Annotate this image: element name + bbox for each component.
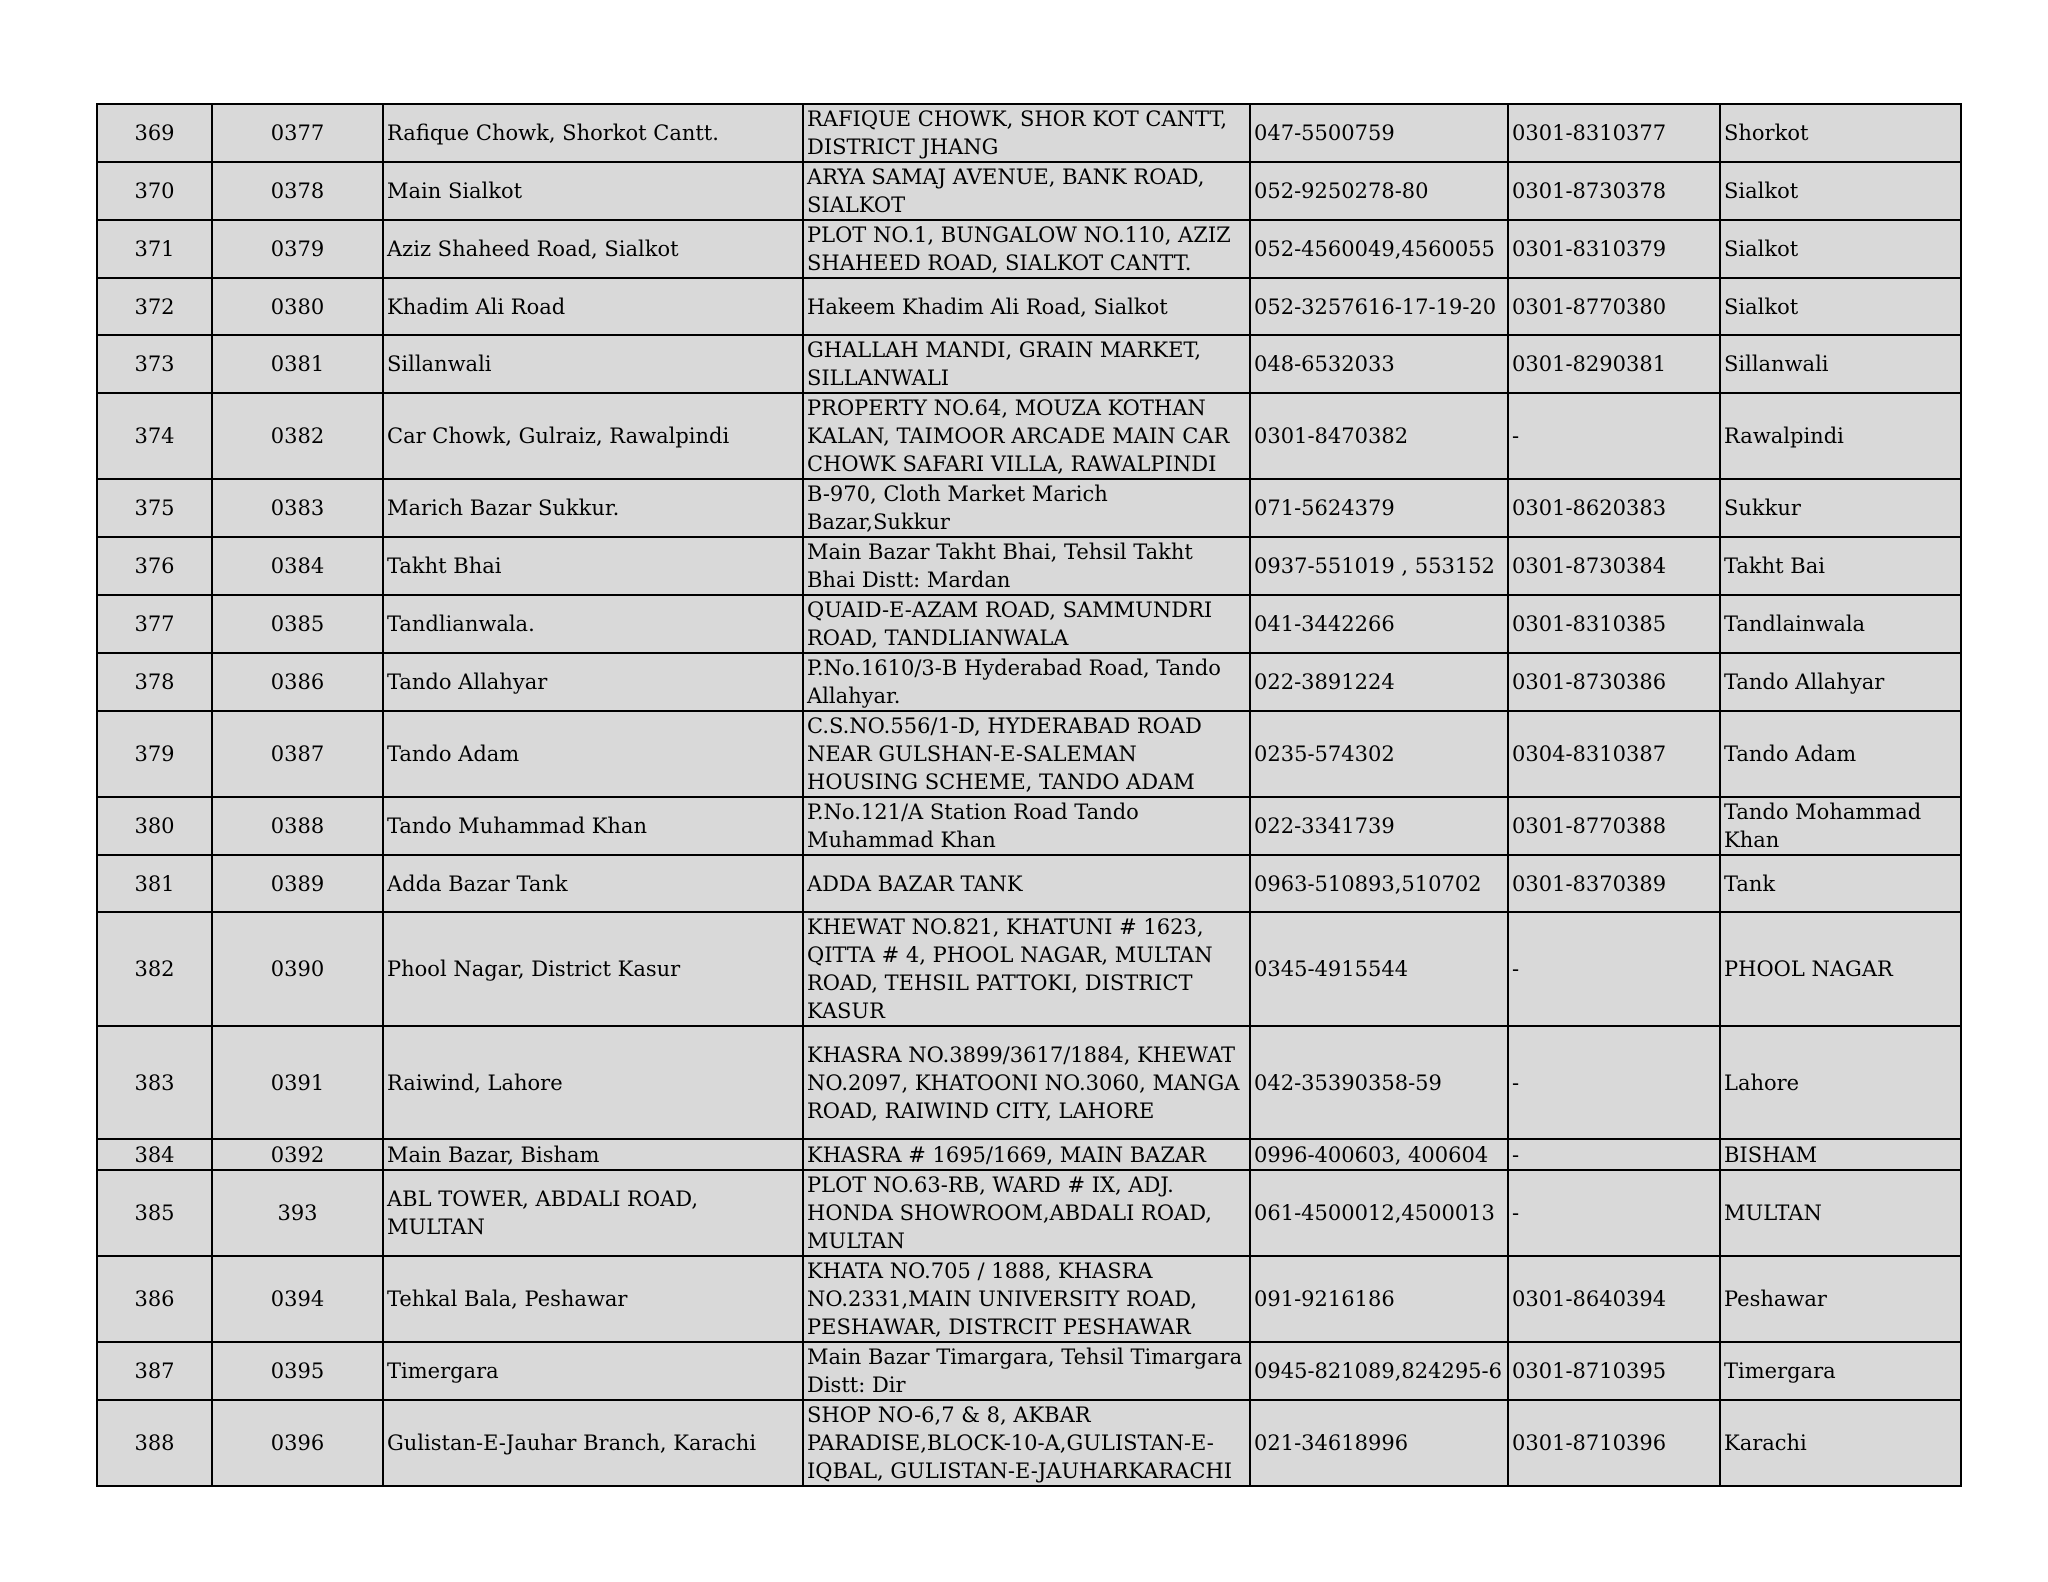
branch-name-cell: Khadim Ali Road (383, 278, 803, 335)
address-cell: RAFIQUE CHOWK, SHOR KOT CANTT, DISTRICT JHANG (803, 104, 1250, 162)
mobile-cell: 0301-8310385 (1508, 595, 1720, 653)
mobile-cell: - (1508, 1170, 1720, 1256)
serial-number-cell: 375 (97, 479, 212, 537)
serial-number-cell: 385 (97, 1170, 212, 1256)
address-cell: PLOT NO.1, BUNGALOW NO.110, AZIZ SHAHEED ROAD, SIALKOT CANTT. (803, 220, 1250, 278)
phone-cell: 041-3442266 (1250, 595, 1508, 653)
branch-code-cell: 0386 (212, 653, 383, 711)
phone-cell: 052-9250278-80 (1250, 162, 1508, 220)
phone-cell: 047-5500759 (1250, 104, 1508, 162)
branch-name-cell: Main Sialkot (383, 162, 803, 220)
mobile-cell: 0301-8640394 (1508, 1256, 1720, 1342)
mobile-cell: - (1508, 912, 1720, 1026)
branch-name-cell: Raiwind, Lahore (383, 1026, 803, 1139)
branch-code-cell: 0395 (212, 1342, 383, 1400)
branch-code-cell: 0380 (212, 278, 383, 335)
branch-name-cell: Main Bazar, Bisham (383, 1139, 803, 1170)
city-cell: Shorkot (1720, 104, 1961, 162)
table-row (97, 595, 1961, 653)
mobile-cell: 0301-8770380 (1508, 278, 1720, 335)
branch-table-body (97, 104, 1961, 1486)
branch-code-cell: 0391 (212, 1026, 383, 1139)
branch-code-cell: 0396 (212, 1400, 383, 1486)
branch-code-cell: 0392 (212, 1139, 383, 1170)
branch-code-cell: 0382 (212, 393, 383, 479)
serial-number-cell: 370 (97, 162, 212, 220)
city-cell: MULTAN (1720, 1170, 1961, 1256)
serial-number-cell: 388 (97, 1400, 212, 1486)
address-cell: P.No.1610/3-B Hyderabad Road, Tando Allahyar. (803, 653, 1250, 711)
phone-cell: 0996-400603, 400604 (1250, 1139, 1508, 1170)
city-cell: Karachi (1720, 1400, 1961, 1486)
table-row (97, 220, 1961, 278)
branch-code-cell: 0388 (212, 797, 383, 855)
table-row (97, 1026, 1961, 1139)
table-row (97, 1400, 1961, 1486)
city-cell: Tando Allahyar (1720, 653, 1961, 711)
mobile-cell: 0301-8310377 (1508, 104, 1720, 162)
city-cell: Takht Bai (1720, 537, 1961, 595)
serial-number-cell: 387 (97, 1342, 212, 1400)
serial-number-cell: 386 (97, 1256, 212, 1342)
city-cell: BISHAM (1720, 1139, 1961, 1170)
serial-number-cell: 380 (97, 797, 212, 855)
table-row (97, 797, 1961, 855)
serial-number-cell: 372 (97, 278, 212, 335)
branch-name-cell: Tando Muhammad Khan (383, 797, 803, 855)
mobile-cell: - (1508, 1139, 1720, 1170)
branch-code-cell: 0385 (212, 595, 383, 653)
serial-number-cell: 384 (97, 1139, 212, 1170)
branch-name-cell: Marich Bazar Sukkur. (383, 479, 803, 537)
table-row (97, 162, 1961, 220)
branch-name-cell: Aziz Shaheed Road, Sialkot (383, 220, 803, 278)
table-row (97, 711, 1961, 797)
address-cell: KHASRA NO.3899/3617/1884, KHEWAT NO.2097, KHATOONI NO.3060, MANGA ROAD, RAIWIND CITY, LAHORE (803, 1026, 1250, 1139)
serial-number-cell: 381 (97, 855, 212, 912)
branch-name-cell: Tandlianwala. (383, 595, 803, 653)
mobile-cell: 0301-8620383 (1508, 479, 1720, 537)
city-cell: Tank (1720, 855, 1961, 912)
phone-cell: 0963-510893,510702 (1250, 855, 1508, 912)
phone-cell: 071-5624379 (1250, 479, 1508, 537)
table-row (97, 653, 1961, 711)
phone-cell: 091-9216186 (1250, 1256, 1508, 1342)
address-cell: P.No.121/A Station Road Tando Muhammad Khan (803, 797, 1250, 855)
city-cell: PHOOL NAGAR (1720, 912, 1961, 1026)
table-row (97, 1170, 1961, 1256)
address-cell: KHEWAT NO.821, KHATUNI # 1623, QITTA # 4, PHOOL NAGAR, MULTAN ROAD, TEHSIL PATTOKI, DISTRICT KASUR (803, 912, 1250, 1026)
table-row (97, 335, 1961, 393)
address-cell: C.S.NO.556/1-D, HYDERABAD ROAD NEAR GULSHAN-E-SALEMAN HOUSING SCHEME, TANDO ADAM (803, 711, 1250, 797)
city-cell: Rawalpindi (1720, 393, 1961, 479)
branch-name-cell: Tando Adam (383, 711, 803, 797)
mobile-cell: 0301-8290381 (1508, 335, 1720, 393)
serial-number-cell: 377 (97, 595, 212, 653)
mobile-cell: 0301-8730378 (1508, 162, 1720, 220)
branch-name-cell: Tehkal Bala, Peshawar (383, 1256, 803, 1342)
branch-name-cell: Gulistan-E-Jauhar Branch, Karachi (383, 1400, 803, 1486)
city-cell: Tandlainwala (1720, 595, 1961, 653)
city-cell: Sukkur (1720, 479, 1961, 537)
phone-cell: 0937-551019 , 553152 (1250, 537, 1508, 595)
branch-name-cell: Takht Bhai (383, 537, 803, 595)
city-cell: Tando Mohammad Khan (1720, 797, 1961, 855)
phone-cell: 021-34618996 (1250, 1400, 1508, 1486)
table-row (97, 393, 1961, 479)
serial-number-cell: 369 (97, 104, 212, 162)
mobile-cell: - (1508, 393, 1720, 479)
table-row (97, 1342, 1961, 1400)
phone-cell: 0235-574302 (1250, 711, 1508, 797)
mobile-cell: 0301-8710395 (1508, 1342, 1720, 1400)
mobile-cell: 0301-8730384 (1508, 537, 1720, 595)
phone-cell: 052-4560049,4560055 (1250, 220, 1508, 278)
city-cell: Sillanwali (1720, 335, 1961, 393)
phone-cell: 052-3257616-17-19-20 (1250, 278, 1508, 335)
address-cell: PLOT NO.63-RB, WARD # IX, ADJ. HONDA SHOWROOM,ABDALI ROAD, MULTAN (803, 1170, 1250, 1256)
city-cell: Lahore (1720, 1026, 1961, 1139)
mobile-cell: 0304-8310387 (1508, 711, 1720, 797)
phone-cell: 042-35390358-59 (1250, 1026, 1508, 1139)
branch-name-cell: Phool Nagar, District Kasur (383, 912, 803, 1026)
serial-number-cell: 379 (97, 711, 212, 797)
phone-cell: 022-3341739 (1250, 797, 1508, 855)
table-row (97, 278, 1961, 335)
mobile-cell: 0301-8730386 (1508, 653, 1720, 711)
branch-name-cell: Rafique Chowk, Shorkot Cantt. (383, 104, 803, 162)
table-row (97, 1256, 1961, 1342)
table-row (97, 855, 1961, 912)
table-row (97, 104, 1961, 162)
branch-code-cell: 0387 (212, 711, 383, 797)
address-cell: Hakeem Khadim Ali Road, Sialkot (803, 278, 1250, 335)
branch-code-cell: 0390 (212, 912, 383, 1026)
branch-table (96, 103, 1962, 1487)
table-row (97, 537, 1961, 595)
address-cell: KHASRA # 1695/1669, MAIN BAZAR (803, 1139, 1250, 1170)
branch-code-cell: 0384 (212, 537, 383, 595)
serial-number-cell: 371 (97, 220, 212, 278)
serial-number-cell: 373 (97, 335, 212, 393)
branch-code-cell: 0378 (212, 162, 383, 220)
branch-name-cell: Adda Bazar Tank (383, 855, 803, 912)
branch-code-cell: 0383 (212, 479, 383, 537)
address-cell: SHOP NO-6,7 & 8, AKBAR PARADISE,BLOCK-10-A,GULISTAN-E-IQBAL, GULISTAN-E-JAUHARKARACHI (803, 1400, 1250, 1486)
phone-cell: 022-3891224 (1250, 653, 1508, 711)
serial-number-cell: 376 (97, 537, 212, 595)
city-cell: Sialkot (1720, 278, 1961, 335)
address-cell: Main Bazar Timargara, Tehsil Timargara Distt: Dir (803, 1342, 1250, 1400)
city-cell: Peshawar (1720, 1256, 1961, 1342)
branch-code-cell: 0381 (212, 335, 383, 393)
branch-name-cell: Car Chowk, Gulraiz, Rawalpindi (383, 393, 803, 479)
phone-cell: 0345-4915544 (1250, 912, 1508, 1026)
branch-name-cell: Timergara (383, 1342, 803, 1400)
serial-number-cell: 378 (97, 653, 212, 711)
table-row (97, 1139, 1961, 1170)
address-cell: QUAID-E-AZAM ROAD, SAMMUNDRI ROAD, TANDLIANWALA (803, 595, 1250, 653)
city-cell: Timergara (1720, 1342, 1961, 1400)
branch-code-cell: 0389 (212, 855, 383, 912)
city-cell: Sialkot (1720, 162, 1961, 220)
mobile-cell: 0301-8370389 (1508, 855, 1720, 912)
table-row (97, 912, 1961, 1026)
address-cell: ARYA SAMAJ AVENUE, BANK ROAD, SIALKOT (803, 162, 1250, 220)
serial-number-cell: 374 (97, 393, 212, 479)
address-cell: KHATA NO.705 / 1888, KHASRA NO.2331,MAIN UNIVERSITY ROAD, PESHAWAR, DISTRCIT PESHAWAR (803, 1256, 1250, 1342)
branch-code-cell: 0379 (212, 220, 383, 278)
city-cell: Tando Adam (1720, 711, 1961, 797)
phone-cell: 061-4500012,4500013 (1250, 1170, 1508, 1256)
address-cell: PROPERTY NO.64, MOUZA KOTHAN KALAN, TAIMOOR ARCADE MAIN CAR CHOWK SAFARI VILLA, RAWALPINDI (803, 393, 1250, 479)
address-cell: ADDA BAZAR TANK (803, 855, 1250, 912)
branch-name-cell: ABL TOWER, ABDALI ROAD, MULTAN (383, 1170, 803, 1256)
branch-code-cell: 0394 (212, 1256, 383, 1342)
phone-cell: 0301-8470382 (1250, 393, 1508, 479)
phone-cell: 048-6532033 (1250, 335, 1508, 393)
serial-number-cell: 382 (97, 912, 212, 1026)
branch-name-cell: Tando Allahyar (383, 653, 803, 711)
serial-number-cell: 383 (97, 1026, 212, 1139)
mobile-cell: - (1508, 1026, 1720, 1139)
city-cell: Sialkot (1720, 220, 1961, 278)
branch-code-cell: 0377 (212, 104, 383, 162)
mobile-cell: 0301-8770388 (1508, 797, 1720, 855)
branch-name-cell: Sillanwali (383, 335, 803, 393)
mobile-cell: 0301-8710396 (1508, 1400, 1720, 1486)
address-cell: B-970, Cloth Market Marich Bazar,Sukkur (803, 479, 1250, 537)
address-cell: Main Bazar Takht Bhai, Tehsil Takht Bhai Distt: Mardan (803, 537, 1250, 595)
branch-code-cell: 393 (212, 1170, 383, 1256)
mobile-cell: 0301-8310379 (1508, 220, 1720, 278)
table-row (97, 479, 1961, 537)
phone-cell: 0945-821089,824295-6 (1250, 1342, 1508, 1400)
address-cell: GHALLAH MANDI, GRAIN MARKET, SILLANWALI (803, 335, 1250, 393)
